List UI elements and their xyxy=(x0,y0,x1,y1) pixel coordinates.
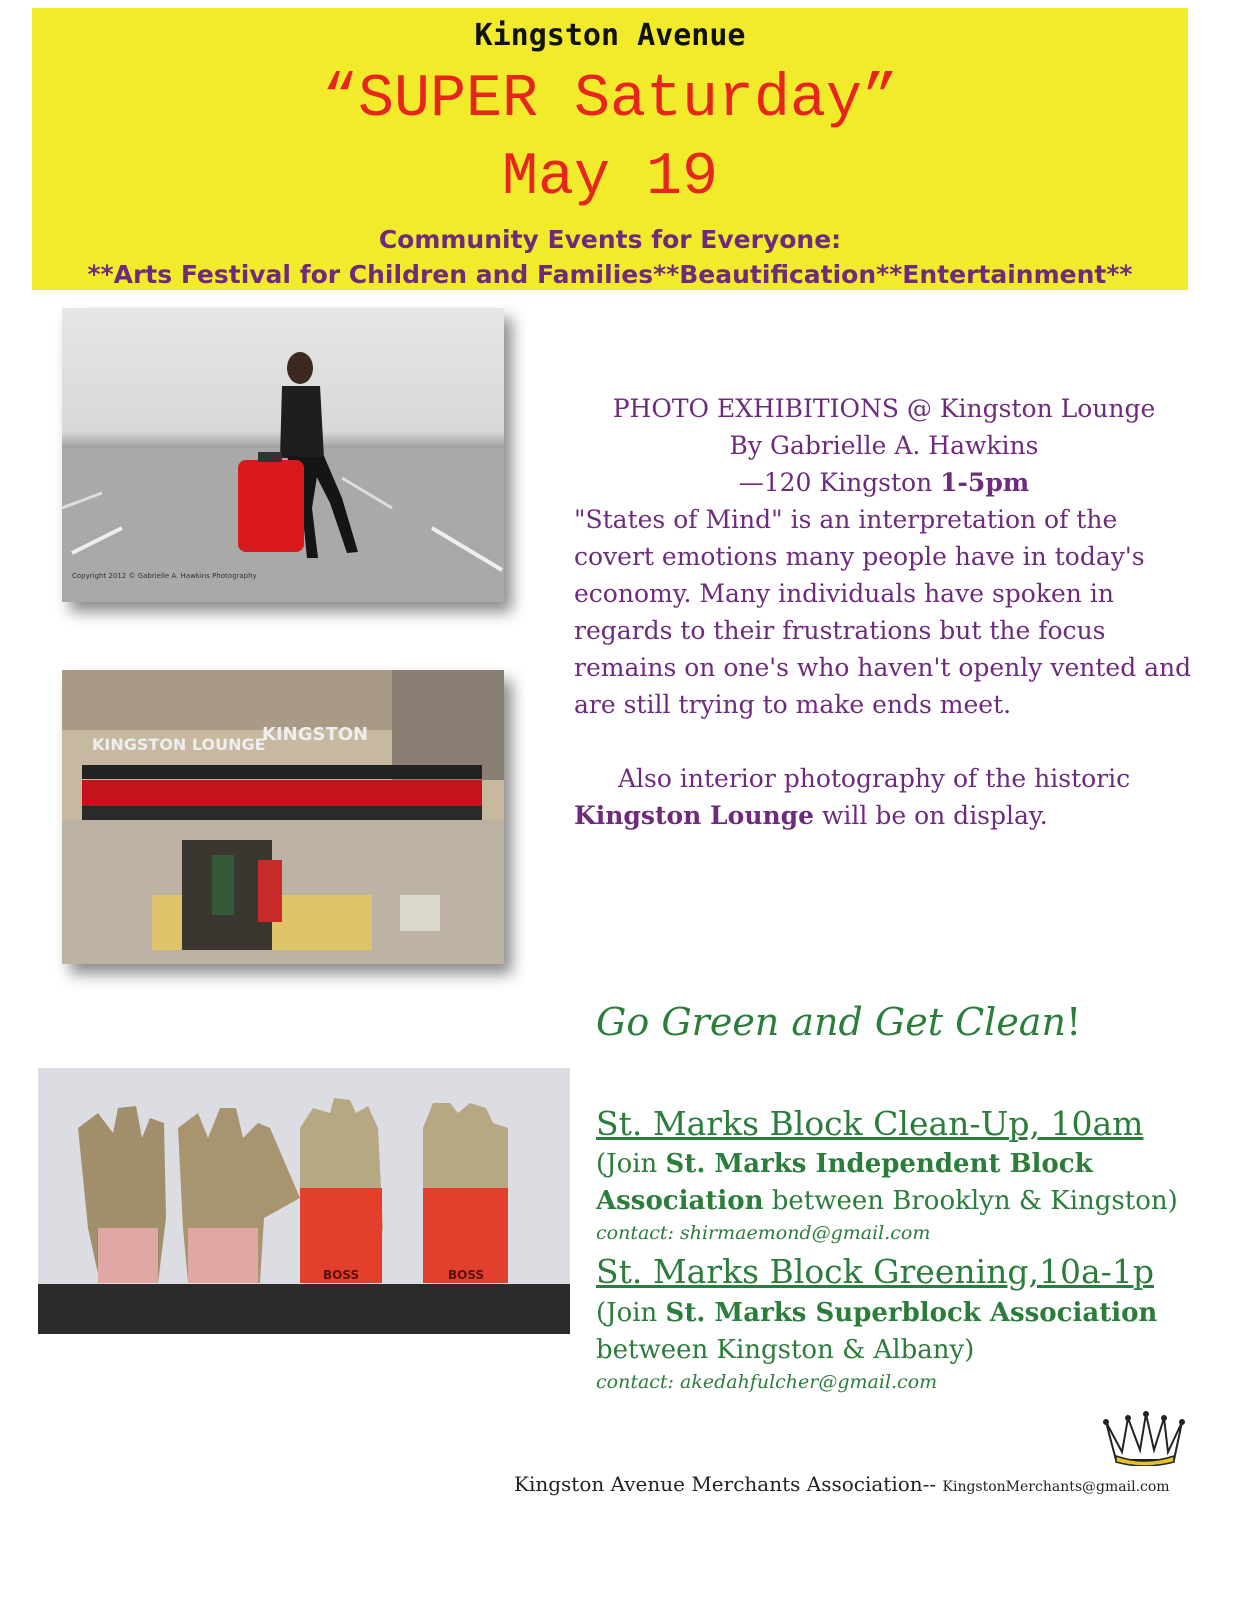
go-green-headline-text: Go Green and Get Clean xyxy=(596,1000,1066,1044)
banner-date: May 19 xyxy=(501,144,719,212)
crown-icon xyxy=(1100,1410,1188,1466)
photo1-caption: Copyright 2012 © Gabrielle A. Hawkins Photography xyxy=(72,572,257,580)
exhibition-section xyxy=(574,390,1194,834)
event1-body-line2 xyxy=(596,1183,1178,1220)
photo3-brand-right: BOSS xyxy=(448,1268,485,1282)
event1-body-line1 xyxy=(596,1146,1093,1183)
photo-woman-suitcase xyxy=(62,308,504,602)
event2-body-line2: between Kingston & Albany) xyxy=(596,1335,975,1365)
go-green-headline-bang: ! xyxy=(1065,1000,1082,1044)
banner-title: “SUPER Saturday” xyxy=(321,66,899,134)
exhibition-heading: PHOTO EXHIBITIONS @ Kingston Lounge xyxy=(612,394,1156,423)
event1-contact: contact: shirmaemond@gmail.com xyxy=(596,1222,931,1244)
exhibition-byline: By Gabrielle A. Hawkins xyxy=(729,431,1039,460)
photo2-sign-left: KINGSTON LOUNGE xyxy=(92,735,266,754)
banner-subtitle: Community Events for Everyone: xyxy=(378,225,842,254)
header-banner xyxy=(32,8,1188,290)
go-green-headline xyxy=(596,1000,1081,1044)
exhibition-time: 1-5pm xyxy=(940,468,1030,497)
exhibition-also-bold: Kingston Lounge xyxy=(574,801,815,830)
event1-body-bold2: Association xyxy=(596,1186,764,1216)
event2-title[interactable]: St. Marks Block Greening,10a-1p xyxy=(596,1252,1154,1291)
event1-body-bold1: St. Marks Independent Block xyxy=(665,1149,1093,1179)
footer xyxy=(514,1472,1170,1496)
exhibition-also-line2 xyxy=(574,797,1194,834)
photo3-brand-left: BOSS xyxy=(323,1268,360,1282)
exhibition-address-text: —120 Kingston xyxy=(738,468,941,497)
event2-contact: contact: akedahfulcher@gmail.com xyxy=(596,1371,938,1393)
photo2-sign-right: KINGSTON xyxy=(262,724,369,745)
footer-email[interactable]: KingstonMerchants@gmail.com xyxy=(942,1479,1170,1495)
event2-body-line1 xyxy=(596,1295,1157,1332)
photo-work-gloves xyxy=(38,1068,570,1334)
banner-events-line: **Arts Festival for Children and Families**Beautification**Entertainment** xyxy=(87,260,1133,289)
exhibition-address xyxy=(574,464,1194,501)
event1-body-prefix: (Join xyxy=(596,1149,666,1179)
banner-street: Kingston Avenue xyxy=(474,18,746,53)
footer-org: Kingston Avenue Merchants Association-- xyxy=(514,1472,937,1496)
photo-kingston-lounge xyxy=(62,670,504,964)
event2-body-bold: St. Marks Superblock Association xyxy=(665,1298,1158,1328)
exhibition-also-suffix: will be on display. xyxy=(814,801,1048,830)
event2-body-prefix: (Join xyxy=(596,1298,666,1328)
exhibition-also-line1: Also interior photography of the historic xyxy=(618,764,1131,793)
event1-body-suffix: between Brooklyn & Kingston) xyxy=(763,1186,1178,1216)
event1-title[interactable]: St. Marks Block Clean-Up, 10am xyxy=(596,1104,1144,1143)
exhibition-description: "States of Mind" is an interpretation of the covert emotions many people have in today's economy. Many individuals have spoken in regards to their frustrations but the focus remains on one's who haven't openly vented and are still trying to make ends meet. xyxy=(574,505,1192,719)
